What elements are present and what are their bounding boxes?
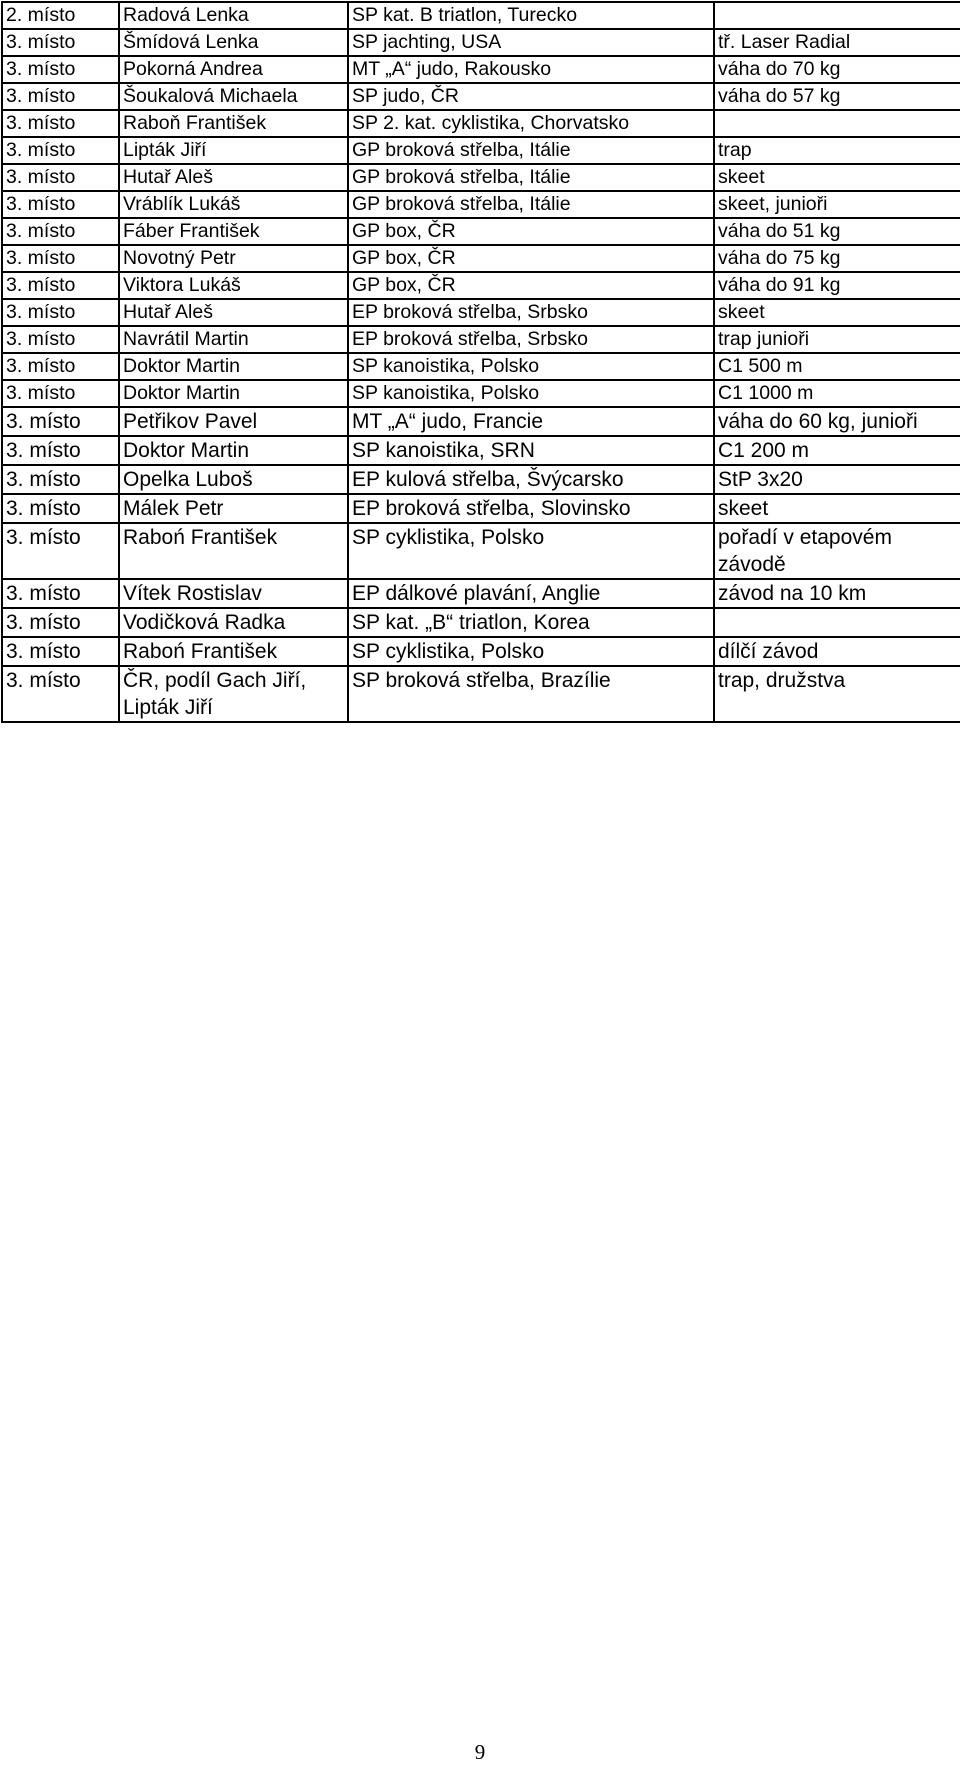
place-cell: 3. místo — [2, 218, 119, 245]
place-cell: 3. místo — [2, 29, 119, 56]
event-cell: EP broková střelba, Srbsko — [348, 299, 714, 326]
note-cell: trap junioři — [714, 326, 960, 353]
note-cell: váha do 75 kg — [714, 245, 960, 272]
name-cell: Petřikov Pavel — [119, 407, 348, 436]
event-cell: SP kat. „B“ triatlon, Korea — [348, 608, 714, 637]
name-cell: Raboń František — [119, 637, 348, 666]
name-cell: Raboń František — [119, 523, 348, 579]
event-cell: GP box, ČR — [348, 218, 714, 245]
note-cell: trap, družstva — [714, 666, 960, 722]
note-cell — [714, 608, 960, 637]
table-row — [2, 272, 960, 299]
table-row — [2, 137, 960, 164]
note-cell: StP 3x20 — [714, 465, 960, 494]
note-cell: váha do 70 kg — [714, 56, 960, 83]
name-cell: Radová Lenka — [119, 2, 348, 29]
place-cell: 3. místo — [2, 380, 119, 407]
note-cell: váha do 60 kg, junioři — [714, 407, 960, 436]
table-row — [2, 164, 960, 191]
name-cell: Šoukalová Michaela — [119, 83, 348, 110]
place-cell: 3. místo — [2, 353, 119, 380]
name-cell: Doktor Martin — [119, 353, 348, 380]
place-cell: 3. místo — [2, 164, 119, 191]
note-cell: C1 500 m — [714, 353, 960, 380]
place-cell: 3. místo — [2, 245, 119, 272]
table-row — [2, 380, 960, 407]
name-cell: Viktora Lukáš — [119, 272, 348, 299]
place-cell: 3. místo — [2, 494, 119, 523]
note-cell: C1 200 m — [714, 436, 960, 465]
note-cell: skeet, junioři — [714, 191, 960, 218]
name-cell: Fáber František — [119, 218, 348, 245]
note-cell: tř. Laser Radial — [714, 29, 960, 56]
table-row — [2, 579, 960, 608]
name-cell: Doktor Martin — [119, 380, 348, 407]
table-row — [2, 637, 960, 666]
note-cell: pořadí v etapovém závodě — [714, 523, 960, 579]
place-cell: 3. místo — [2, 272, 119, 299]
event-cell: GP broková střelba, Itálie — [348, 191, 714, 218]
table-row — [2, 218, 960, 245]
place-cell: 3. místo — [2, 56, 119, 83]
name-cell: ČR, podíl Gach Jiří, Lipták Jiří — [119, 666, 348, 722]
event-cell: SP kat. B triatlon, Turecko — [348, 2, 714, 29]
table-row — [2, 465, 960, 494]
note-cell — [714, 110, 960, 137]
table-row — [2, 191, 960, 218]
name-cell: Vráblík Lukáš — [119, 191, 348, 218]
event-cell: SP judo, ČR — [348, 83, 714, 110]
name-cell: Novotný Petr — [119, 245, 348, 272]
event-cell: SP cyklistika, Polsko — [348, 523, 714, 579]
name-cell: Navrátil Martin — [119, 326, 348, 353]
place-cell: 2. místo — [2, 2, 119, 29]
table-row — [2, 353, 960, 380]
table-row — [2, 245, 960, 272]
table-row — [2, 608, 960, 637]
place-cell: 3. místo — [2, 666, 119, 722]
event-cell: EP kulová střelba, Švýcarsko — [348, 465, 714, 494]
event-cell: GP box, ČR — [348, 272, 714, 299]
name-cell: Doktor Martin — [119, 436, 348, 465]
results-table-body — [2, 2, 960, 722]
page-number: 9 — [474, 1740, 486, 1764]
event-cell: GP box, ČR — [348, 245, 714, 272]
place-cell: 3. místo — [2, 637, 119, 666]
place-cell: 3. místo — [2, 608, 119, 637]
note-cell: skeet — [714, 299, 960, 326]
place-cell: 3. místo — [2, 299, 119, 326]
name-cell: Vítek Rostislav — [119, 579, 348, 608]
table-row — [2, 299, 960, 326]
table-row — [2, 326, 960, 353]
results-table — [1, 1, 960, 723]
name-cell: Lipták Jiří — [119, 137, 348, 164]
table-row — [2, 523, 960, 579]
event-cell: SP kanoistika, SRN — [348, 436, 714, 465]
event-cell: MT „A“ judo, Francie — [348, 407, 714, 436]
note-cell: závod na 10 km — [714, 579, 960, 608]
place-cell: 3. místo — [2, 407, 119, 436]
name-cell: Hutař Aleš — [119, 164, 348, 191]
event-cell: SP broková střelba, Brazílie — [348, 666, 714, 722]
table-row — [2, 2, 960, 29]
place-cell: 3. místo — [2, 465, 119, 494]
place-cell: 3. místo — [2, 326, 119, 353]
table-row — [2, 56, 960, 83]
event-cell: SP cyklistika, Polsko — [348, 637, 714, 666]
place-cell: 3. místo — [2, 579, 119, 608]
place-cell: 3. místo — [2, 191, 119, 218]
note-cell: váha do 91 kg — [714, 272, 960, 299]
note-cell: skeet — [714, 164, 960, 191]
place-cell: 3. místo — [2, 137, 119, 164]
event-cell: GP broková střelba, Itálie — [348, 137, 714, 164]
event-cell: SP jachting, USA — [348, 29, 714, 56]
place-cell: 3. místo — [2, 436, 119, 465]
event-cell: MT „A“ judo, Rakousko — [348, 56, 714, 83]
table-row — [2, 436, 960, 465]
note-cell — [714, 2, 960, 29]
note-cell: dílčí závod — [714, 637, 960, 666]
note-cell: váha do 57 kg — [714, 83, 960, 110]
event-cell: GP broková střelba, Itálie — [348, 164, 714, 191]
note-cell: trap — [714, 137, 960, 164]
note-cell: C1 1000 m — [714, 380, 960, 407]
name-cell: Raboň František — [119, 110, 348, 137]
table-row — [2, 666, 960, 722]
name-cell: Pokorná Andrea — [119, 56, 348, 83]
table-row — [2, 494, 960, 523]
event-cell: SP 2. kat. cyklistika, Chorvatsko — [348, 110, 714, 137]
place-cell: 3. místo — [2, 83, 119, 110]
place-cell: 3. místo — [2, 523, 119, 579]
name-cell: Vodičková Radka — [119, 608, 348, 637]
note-cell: skeet — [714, 494, 960, 523]
event-cell: EP broková střelba, Slovinsko — [348, 494, 714, 523]
event-cell: SP kanoistika, Polsko — [348, 380, 714, 407]
table-row — [2, 110, 960, 137]
event-cell: EP broková střelba, Srbsko — [348, 326, 714, 353]
event-cell: EP dálkové plavání, Anglie — [348, 579, 714, 608]
table-row — [2, 407, 960, 436]
name-cell: Málek Petr — [119, 494, 348, 523]
name-cell: Opelka Luboš — [119, 465, 348, 494]
name-cell: Šmídová Lenka — [119, 29, 348, 56]
note-cell: váha do 51 kg — [714, 218, 960, 245]
table-row — [2, 29, 960, 56]
name-cell: Hutař Aleš — [119, 299, 348, 326]
place-cell: 3. místo — [2, 110, 119, 137]
event-cell: SP kanoistika, Polsko — [348, 353, 714, 380]
table-row — [2, 83, 960, 110]
